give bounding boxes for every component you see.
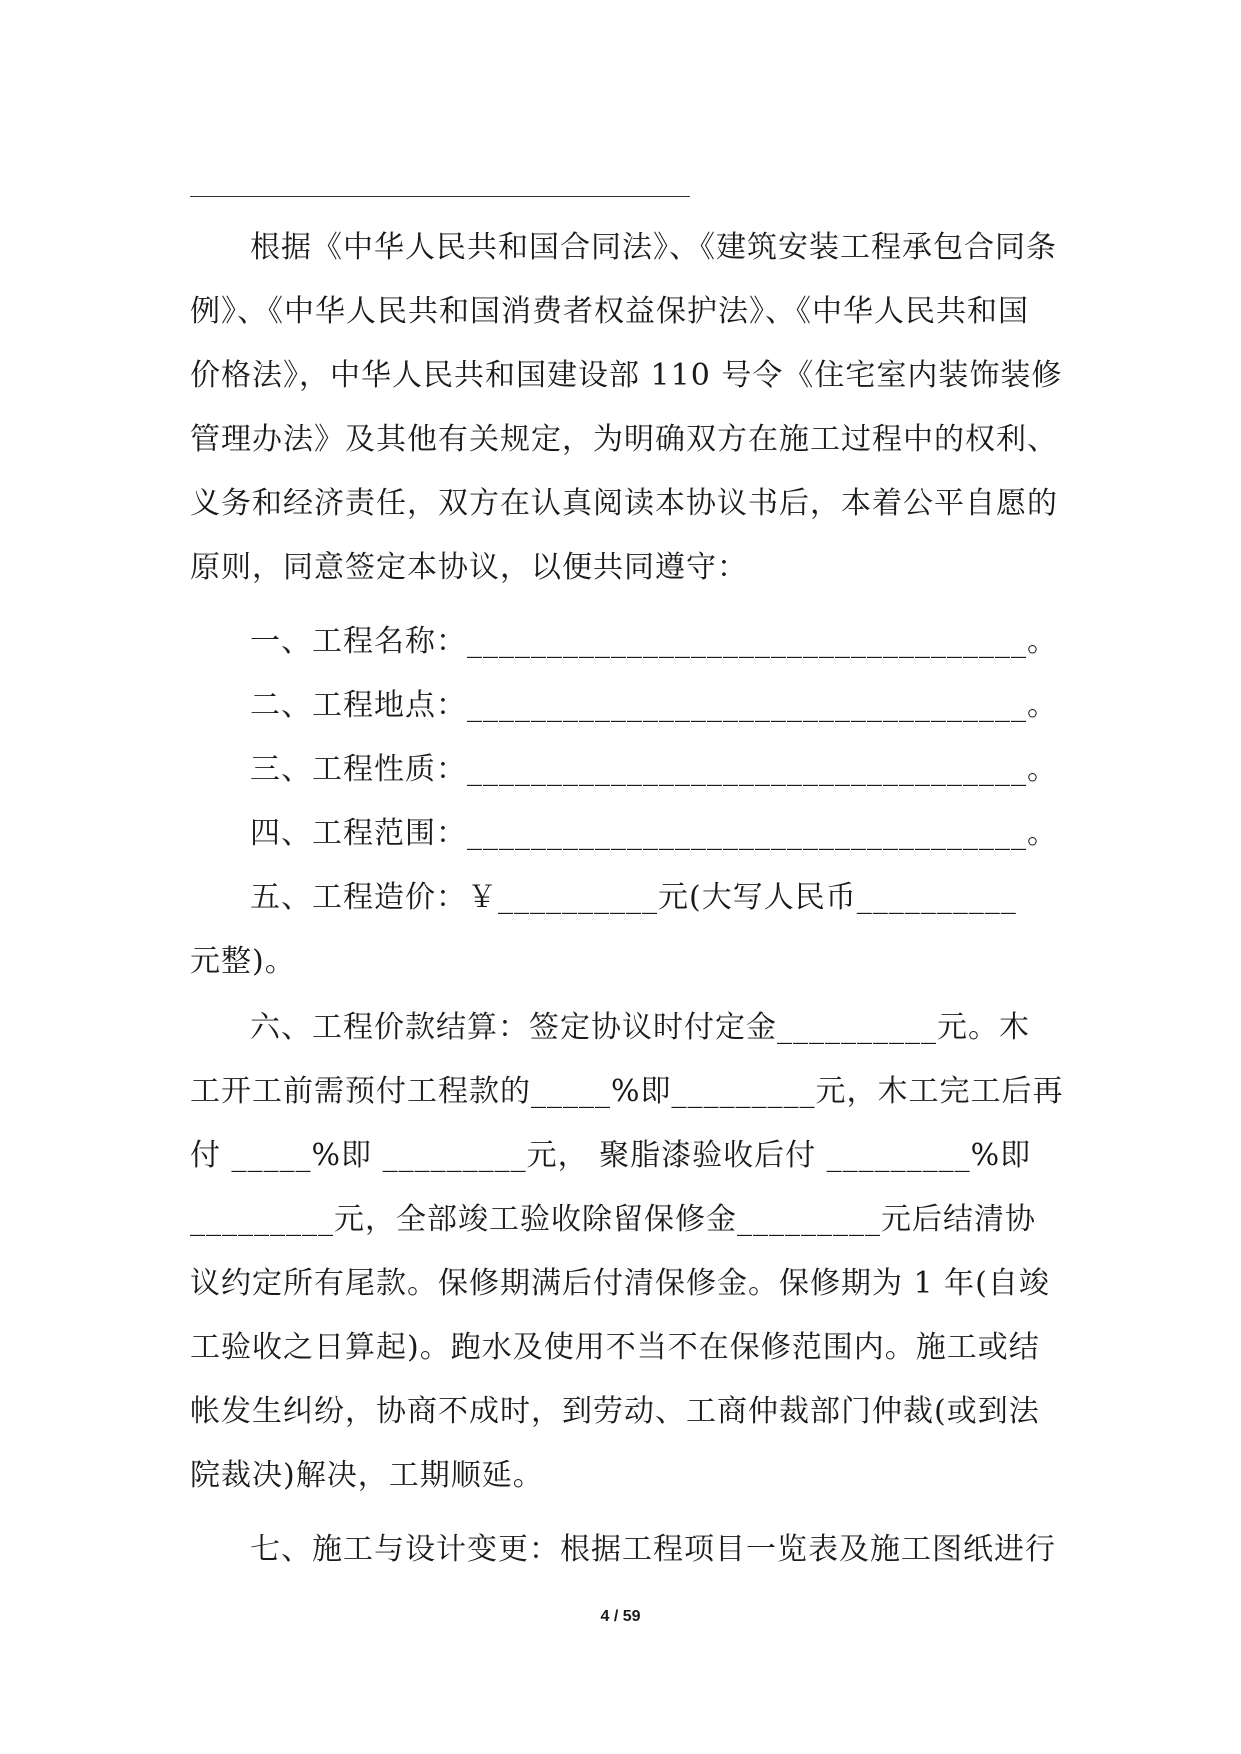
clause-project-location: 二、工程地点：___________________________________。 [250,688,1058,723]
text-line: _________元，全部竣工验收除留保修金_________元后结清协 [190,1202,1036,1237]
preamble-paragraph [190,216,1063,600]
text-line: 元整)。 [190,944,296,979]
text-line: 工开工前需预付工程款的_____%即_________元，木工完工后再 [190,1074,1064,1109]
text-line: 工验收之日算起)。跑水及使用不当不在保修范围内。施工或结 [190,1330,1040,1365]
text-line: 义务和经济责任，双方在认真阅读本协议书后，本着公平自愿的 [190,486,1058,521]
text-line: 例》、《中华人民共和国消费者权益保护法》、《中华人民共和国 [190,294,1029,329]
clause-construction-design-change [190,1518,1056,1582]
top-rule-divider [190,196,690,197]
text-line: 议约定所有尾款。保修期满后付清保修金。保修期为 1 年(自竣 [190,1266,1050,1301]
text-line: 管理办法》及其他有关规定，为明确双方在施工过程中的权利、 [190,422,1058,457]
text-line: 院裁决)解决，工期顺延。 [190,1458,544,1493]
text-line: 付 _____%即 _________元， 聚脂漆验收后付 _________%即 [190,1138,1032,1173]
clause-payment-settlement [190,996,1064,1508]
text-line: 帐发生纠纷，协商不成时，到劳动、工商仲裁部门仲裁(或到法 [190,1394,1040,1429]
text-line: 五、工程造价：￥__________元(大写人民币__________ [250,880,1017,915]
clause-list [190,610,1058,866]
text-line: 七、施工与设计变更：根据工程项目一览表及施工图纸进行 [250,1532,1056,1567]
text-line: 根据《中华人民共和国合同法》、《建筑安装工程承包合同条 [250,230,1057,265]
text-line: 六、工程价款结算：签定协议时付定金__________元。木 [250,1010,1030,1045]
text-line: 原则，同意签定本协议，以便共同遵守： [190,550,748,585]
page-number: 4 / 59 [600,1608,641,1625]
clause-project-name: 一、工程名称：___________________________________。 [250,624,1058,659]
text-line: 价格法》，中华人民共和国建设部 110 号令《住宅室内装饰装修 [190,358,1063,393]
clause-project-cost [190,866,1052,994]
clause-project-nature: 三、工程性质：___________________________________。 [250,752,1058,787]
clause-project-scope: 四、工程范围：___________________________________。 [250,816,1058,851]
